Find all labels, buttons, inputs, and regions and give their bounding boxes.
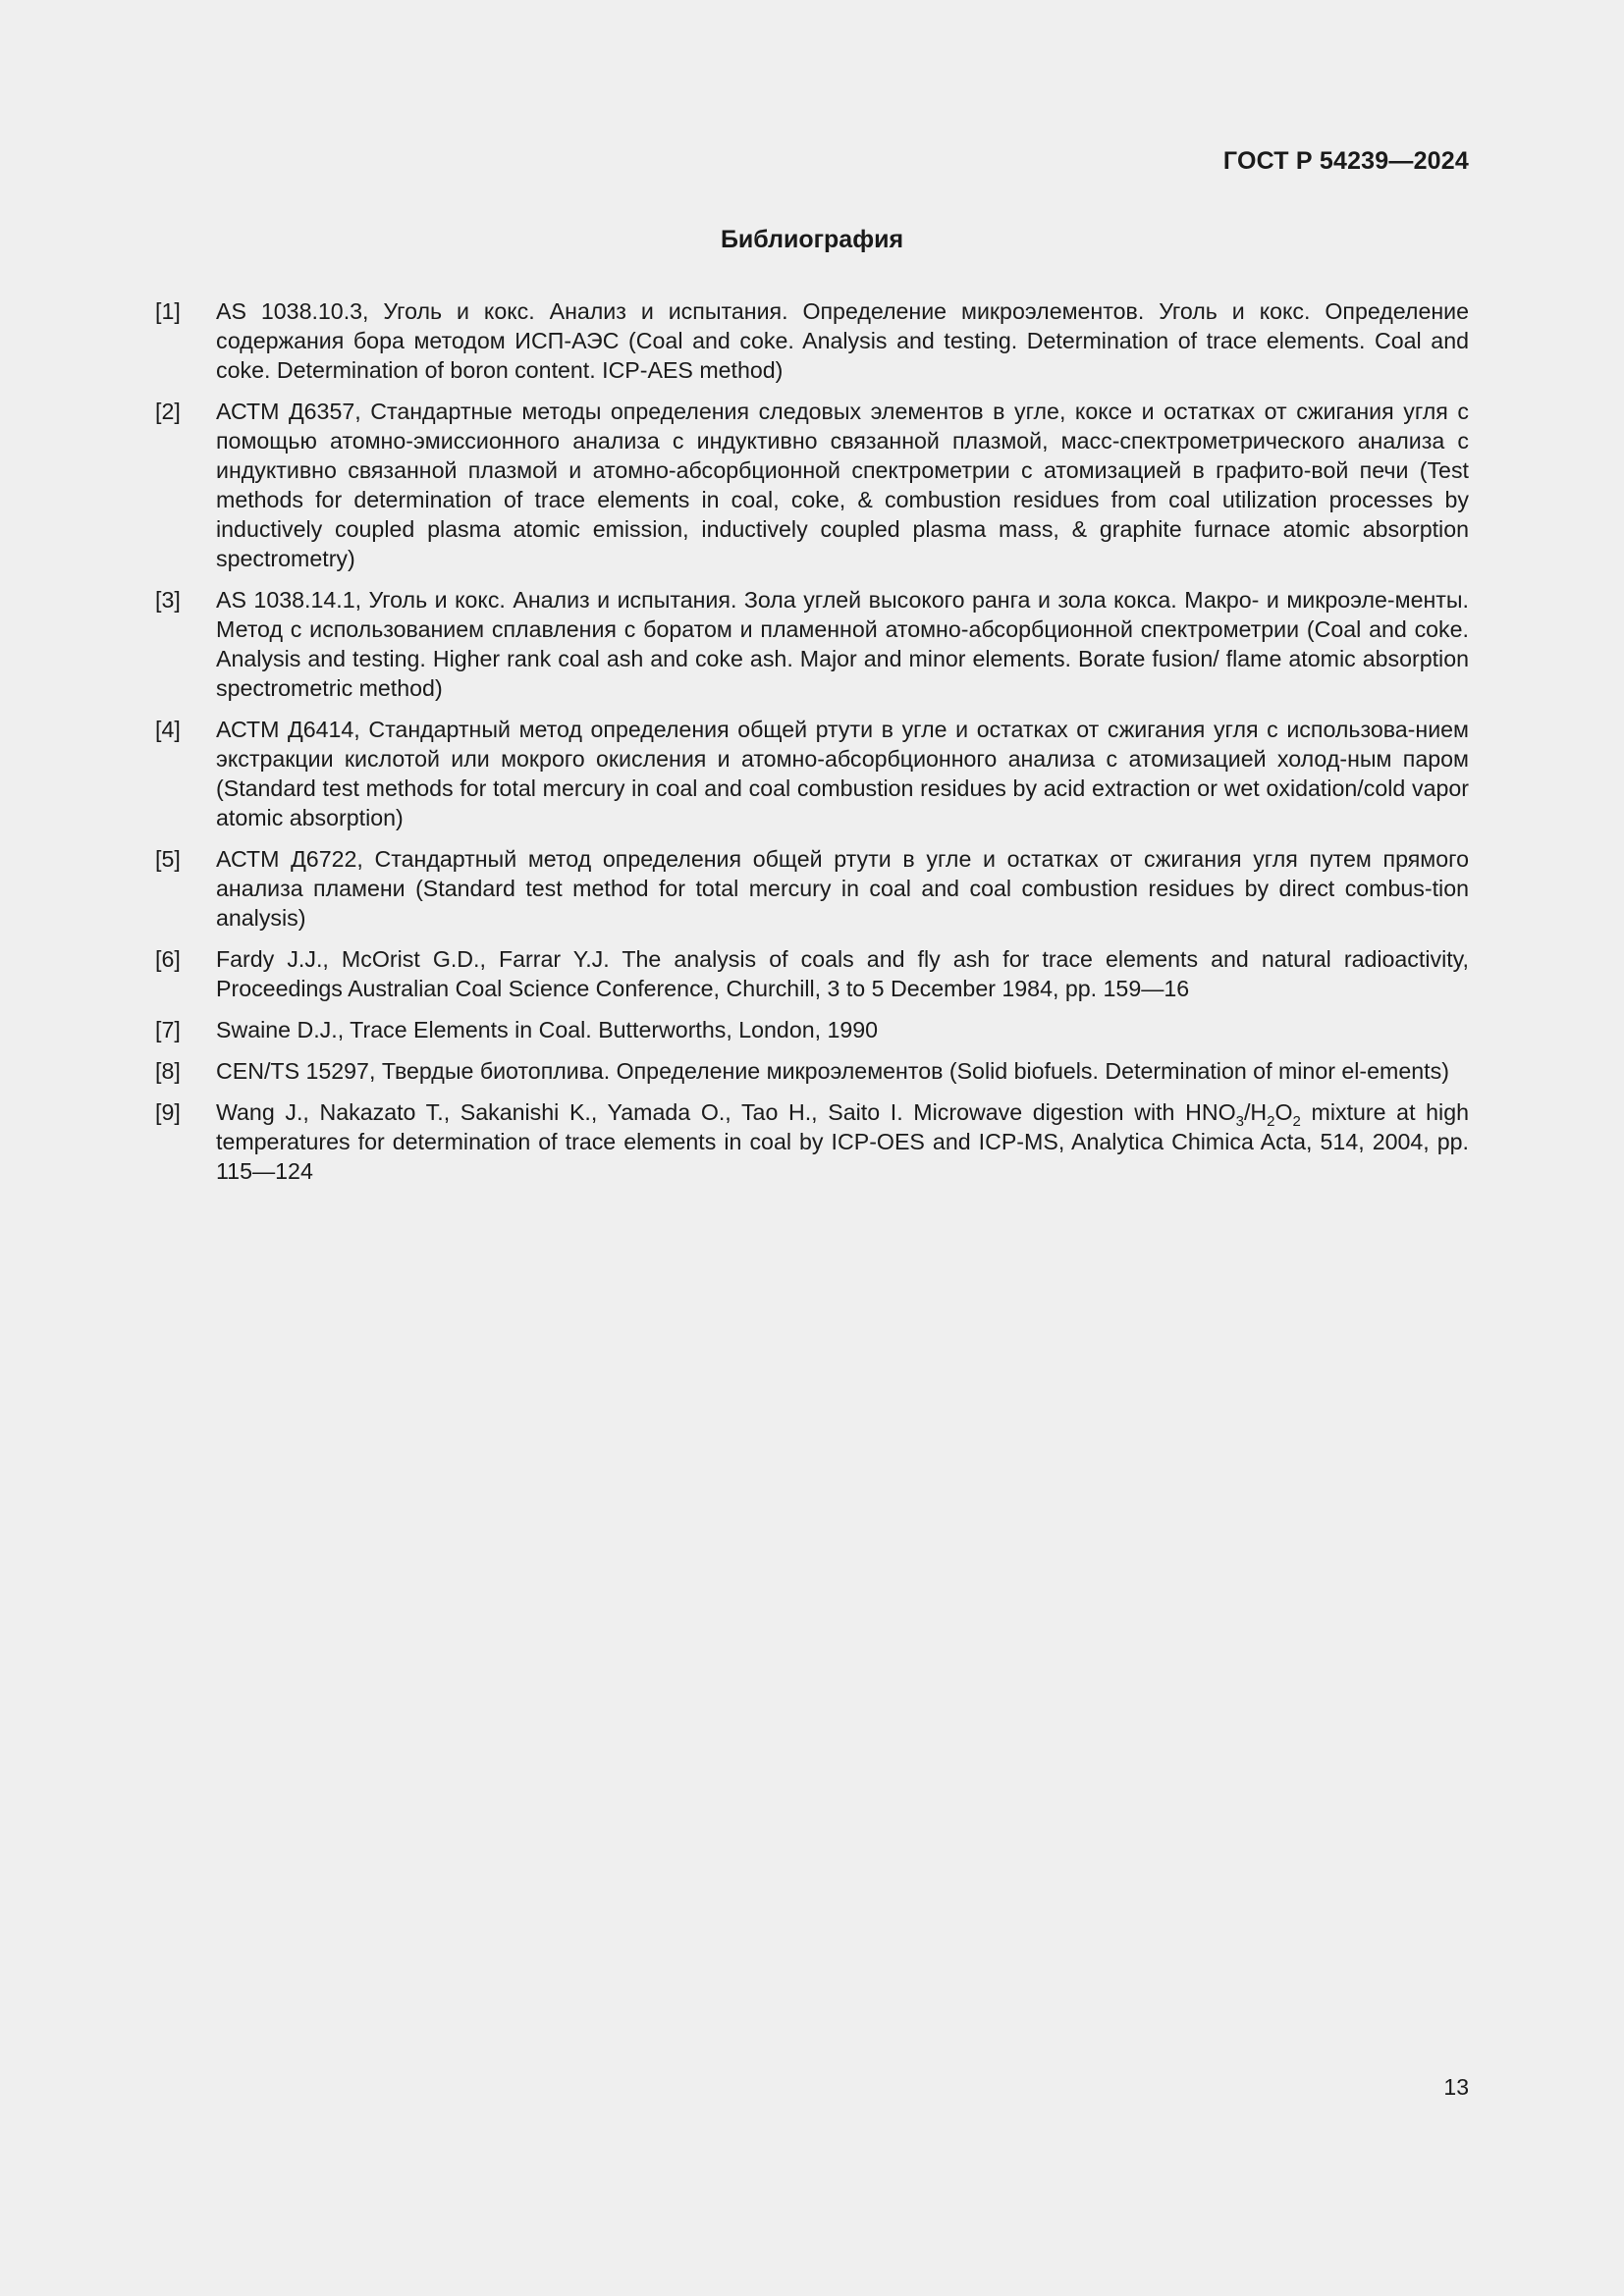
reference-item-1 (155, 296, 1469, 385)
reference-number: [8] (155, 1058, 181, 1084)
reference-number: [1] (155, 298, 181, 324)
reference-text: АСТМ Д6722, Стандартный метод определения общей ртути в угле и остатках от сжигания угля путем прямого анализа пламени (Standard test method for total mercury in coal and coal combustion residues by direct combus-tion analysis) (216, 846, 1469, 931)
reference-text: AS 1038.10.3, Уголь и кокс. Анализ и испытания. Определение микроэлементов. Уголь и кокс. Определение содержания бора методом ИСП-АЭС (Coal and coke. Analysis and testing. Determination of trace elements. Coal and coke. Determination of boron content. ICP-AES method) (216, 298, 1469, 383)
reference-text-part: Wang J., Nakazato T., Sakanishi K., Yamada O., Tao H., Saito I. Microwave digestion with HNO (216, 1099, 1236, 1125)
reference-item-4 (155, 715, 1469, 832)
reference-number: [4] (155, 717, 181, 742)
reference-text (216, 1097, 1469, 1186)
reference-number: [9] (155, 1099, 181, 1125)
reference-item-7 (155, 1015, 1469, 1044)
subscript: 2 (1267, 1113, 1275, 1130)
reference-text-part: mixture at high temperatures for determination of trace elements in coal by ICP-OES and ICP-MS, Analytica Chimica Acta, 514, 2004, pp. 115—124 (216, 1099, 1469, 1184)
section-title: Библиография (720, 226, 904, 253)
reference-text: AS 1038.14.1, Уголь и кокс. Анализ и испытания. Зола углей высокого ранга и зола кокса. Макро- и микроэле-менты. Метод с использованием сплавления с боратом и пламенной атомно-абсорбционной спектрометрии (Coal and coke. Analysis and testing. Higher rank coal ash and coke ash. Major and minor elements. Borate fusion/ flame atomic absorption spectrometric method) (216, 587, 1469, 701)
reference-text: Swaine D.J., Trace Elements in Coal. Butterworths, London, 1990 (216, 1017, 879, 1042)
reference-text: Fardy J.J., McOrist G.D., Farrar Y.J. The analysis of coals and fly ash for trace elements and natural radioactivity, Proceedings Australian Coal Science Conference, Churchill, 3 to 5 December 1984, pp. 159—16 (216, 946, 1469, 1001)
bibliography-list (155, 296, 1469, 1198)
reference-item-5 (155, 844, 1469, 933)
document-id: ГОСТ Р 54239—2024 (1222, 147, 1469, 175)
reference-text: АСТМ Д6414, Стандартный метод определения общей ртути в угле и остатках от сжигания угля с использова-нием экстракции кислотой или мокрого окисления и атомно-абсорбционного анализа с атомизацией холод-ным паром (Standard test methods for total mercury in coal and coal combustion residues by acid extraction or wet oxidation/cold vapor atomic absorption) (216, 717, 1469, 830)
reference-text: АСТМ Д6357, Стандартные методы определения следовых элементов в угле, коксе и остатках от сжигания угля с помощью атомно-эмиссионного анализа с индуктивно связанной плазмой, масс-спектрометрического анализа с индуктивно связанной плазмой и атомно-абсорбционной спектрометрии с атомизацией в графито-вой печи (Test methods for determination of trace elements in coal, coke, & combustion residues from coal utilization processes by inductively coupled plasma atomic emission, inductively coupled plasma mass, & graphite furnace atomic absorption spectrometry) (216, 399, 1469, 571)
subscript: 3 (1235, 1113, 1244, 1130)
reference-item-6 (155, 944, 1469, 1003)
reference-item-2 (155, 397, 1469, 573)
reference-number: [5] (155, 846, 181, 872)
reference-item-3 (155, 585, 1469, 703)
page-number: 13 (1443, 2074, 1469, 2100)
reference-item-9 (155, 1097, 1469, 1186)
reference-text-part: /H (1243, 1099, 1268, 1125)
reference-number: [3] (155, 587, 181, 613)
reference-text: CEN/TS 15297, Твердые биотоплива. Определение микроэлементов (Solid biofuels. Determination of minor el-ements) (216, 1058, 1449, 1084)
reference-item-8 (155, 1056, 1469, 1086)
reference-number: [6] (155, 946, 181, 972)
subscript: 2 (1292, 1113, 1301, 1130)
reference-number: [2] (155, 399, 181, 424)
reference-number: [7] (155, 1017, 181, 1042)
reference-text-part: O (1274, 1099, 1293, 1125)
